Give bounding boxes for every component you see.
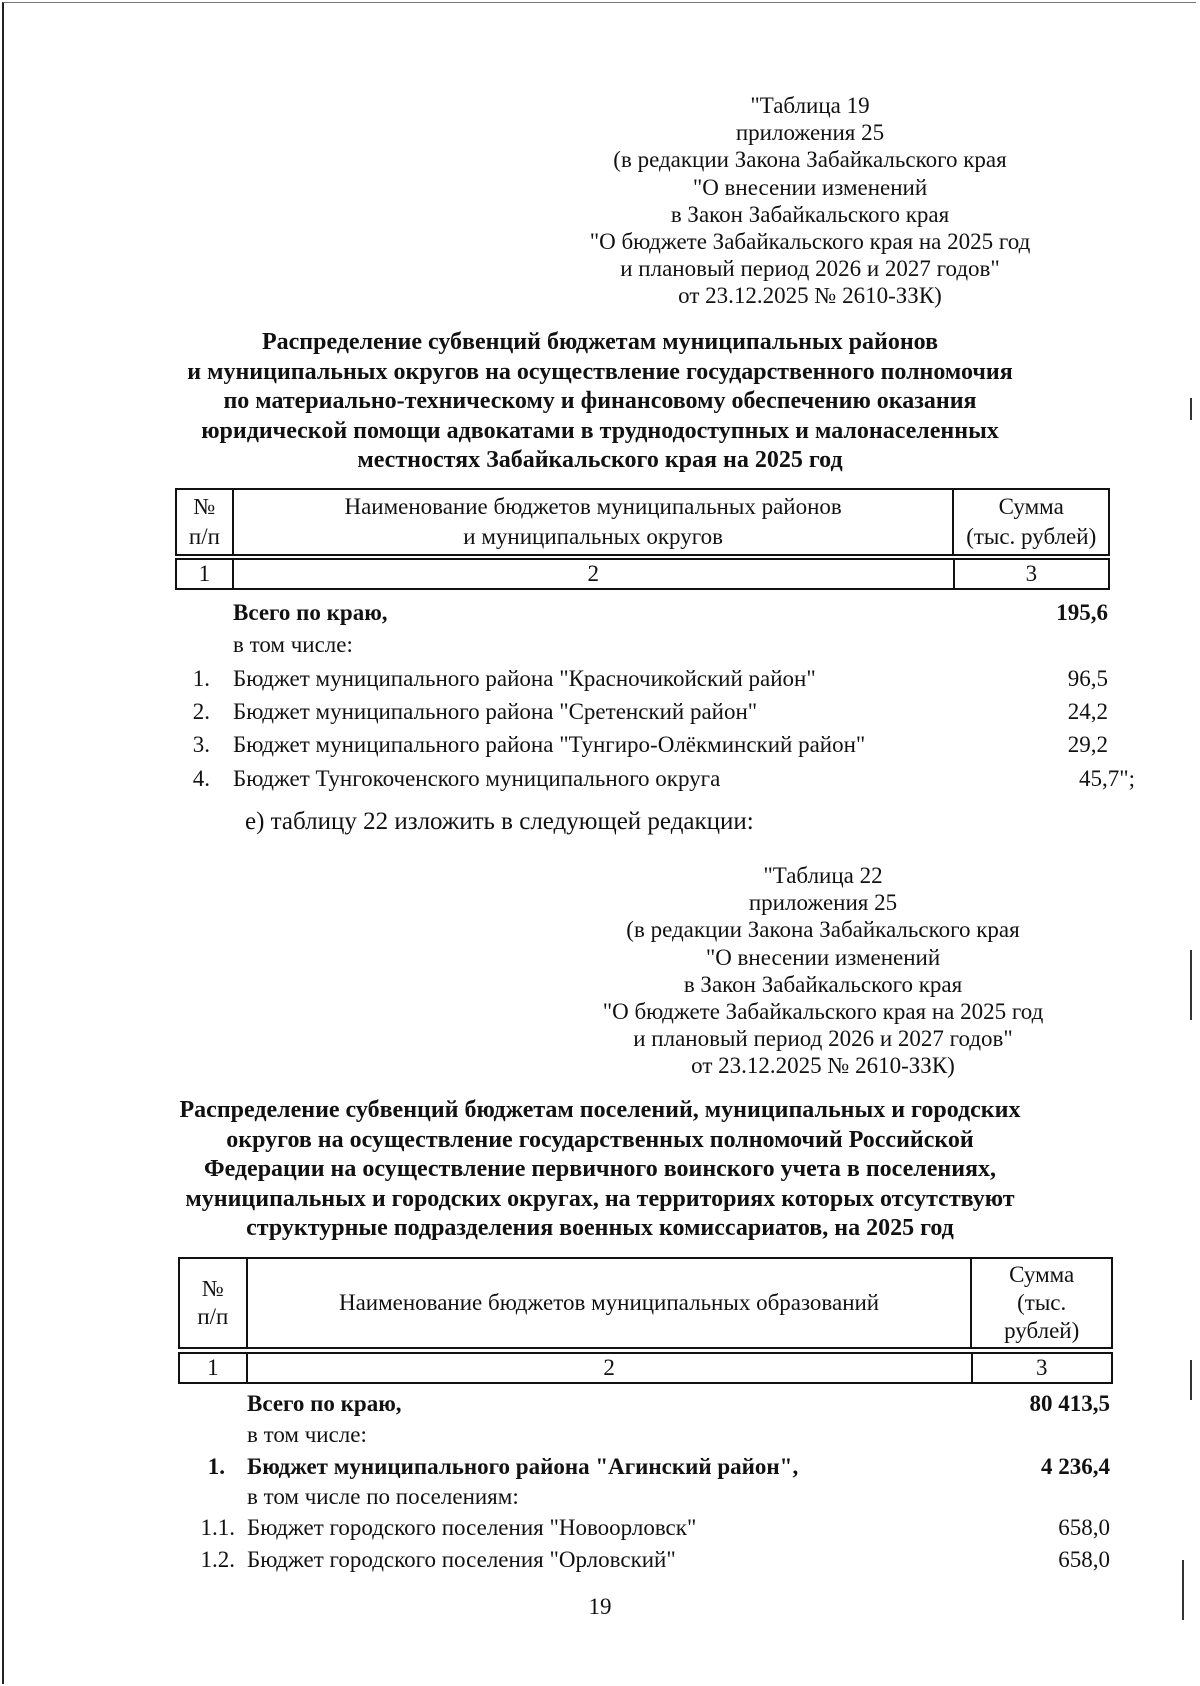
row-amount: 45,7"; xyxy=(1078,766,1135,791)
row-number: 1.1. xyxy=(200,1515,235,1540)
header-line: в Закон Забайкальского края xyxy=(683,971,963,997)
row-amount: 658,0 xyxy=(1058,1515,1110,1540)
header-line: (в редакции Закона Забайкальского края xyxy=(613,147,1007,173)
row-name: Бюджет муниципального района "Тунгиро-Олёкминский район" xyxy=(233,732,866,757)
row-name: Бюджет муниципального района "Агинский район", xyxy=(247,1454,799,1479)
total-label: Всего по краю, xyxy=(233,600,388,625)
row-number: 1.2. xyxy=(200,1547,235,1572)
index-cell: 1 xyxy=(179,1353,247,1383)
header-line: "О внесении изменений xyxy=(705,944,941,970)
table19-header xyxy=(560,92,1060,310)
scan-mark xyxy=(1182,1560,1184,1620)
title-line: Федерации на осуществление первичного воинского учета в поселениях, xyxy=(203,1156,997,1183)
row-name: Бюджет муниципального района "Сретенский район" xyxy=(233,699,758,724)
row-amount: 658,0 xyxy=(1058,1547,1110,1572)
table22-total-row xyxy=(0,1389,1200,1419)
table-row xyxy=(0,1513,1200,1543)
table-row xyxy=(0,697,1200,727)
row-amount: 24,2 xyxy=(1067,699,1108,724)
incl-label: в том числе: xyxy=(247,1422,367,1447)
table19-index-row xyxy=(175,558,1110,590)
header-line: (в редакции Закона Забайкальского края xyxy=(626,917,1020,943)
table-row xyxy=(0,1545,1200,1575)
row-amount: 29,2 xyxy=(1067,732,1108,757)
table22-header xyxy=(583,862,1063,1080)
table-row xyxy=(0,730,1200,760)
header-line: "Таблица 19 xyxy=(750,93,870,118)
table-row xyxy=(0,664,1200,694)
row-name: Бюджет Тунгокоченского муниципального округа xyxy=(233,766,721,791)
row-amount: 96,5 xyxy=(1067,666,1108,691)
scan-mark xyxy=(1190,1360,1192,1400)
table19-title xyxy=(150,328,1050,476)
row-name: Бюджет муниципального района "Красночикойский район" xyxy=(233,666,816,691)
table22-header-table xyxy=(178,1257,1113,1349)
header-line: от 23.12.2025 № 2610-ЗЗК) xyxy=(691,1053,955,1079)
index-cell: 2 xyxy=(247,1353,972,1383)
header-line: "О бюджете Забайкальского края на 2025 год xyxy=(589,229,1031,255)
col-amount-header: Сумма (тыс. рублей) xyxy=(953,489,1109,555)
amendment-paragraph: е) таблицу 22 изложить в следующей редакции: xyxy=(245,808,754,835)
scan-mark xyxy=(1190,950,1192,1020)
title-line: по материально-техническому и финансовому обеспечению оказания xyxy=(223,388,977,415)
row-number: 1. xyxy=(192,666,210,691)
total-amount: 195,6 xyxy=(1056,600,1108,625)
title-line: округов на осуществление государственных полномочий Российской xyxy=(226,1126,974,1153)
index-cell: 1 xyxy=(176,559,233,589)
header-line: и плановый период 2026 и 2027 годов" xyxy=(633,1026,1013,1052)
row-name: Бюджет городского поселения "Орловский" xyxy=(247,1547,676,1572)
table19-header-table xyxy=(175,488,1110,556)
table22-incl-settlements-row xyxy=(0,1482,1200,1512)
scan-mark xyxy=(1190,398,1192,420)
header-line: "О внесении изменений xyxy=(692,174,928,200)
col-number-header: № п/п xyxy=(179,1258,247,1348)
header-line: "Таблица 22 xyxy=(763,863,883,888)
col-name-header: Наименование бюджетов муниципальных образований xyxy=(247,1258,972,1348)
title-line: Распределение субвенций бюджетам поселений, муниципальных и городских xyxy=(179,1097,1021,1123)
row-name: Бюджет городского поселения "Новоорловск" xyxy=(247,1515,697,1540)
total-amount: 80 413,5 xyxy=(1029,1391,1110,1416)
incl-label: в том числе: xyxy=(233,632,353,657)
table-row-district xyxy=(0,1452,1200,1482)
title-line: муниципальных и городских округах, на территориях которых отсутствуют xyxy=(185,1185,1015,1212)
header-line: "О бюджете Забайкальского края на 2025 год xyxy=(602,999,1044,1025)
title-line: Распределение субвенций бюджетам муниципальных районов xyxy=(261,329,939,355)
title-line: местностях Забайкальского края на 2025 год xyxy=(357,447,843,474)
table22-title xyxy=(150,1096,1050,1244)
header-line: и плановый период 2026 и 2027 годов" xyxy=(620,256,1000,282)
index-cell: 2 xyxy=(233,559,954,589)
row-number: 1. xyxy=(207,1454,225,1479)
row-number: 3. xyxy=(192,732,210,757)
title-line: юридической помощи адвокатами в труднодоступных и малонаселенных xyxy=(201,417,999,444)
title-line: структурные подразделения военных комиссариатов, на 2025 год xyxy=(246,1215,954,1242)
table-row xyxy=(0,764,1200,794)
index-cell: 3 xyxy=(972,1353,1112,1383)
header-line: приложения 25 xyxy=(748,890,898,916)
incl-settlements-label: в том числе по поселениям: xyxy=(247,1484,519,1509)
index-cell: 3 xyxy=(954,559,1109,589)
table19-total-row xyxy=(0,598,1200,628)
title-line: и муниципальных округов на осуществление государственного полномочия xyxy=(187,358,1013,385)
col-name-header: Наименование бюджетов муниципальных районов и муниципальных округов xyxy=(233,489,954,555)
table19-incl-row xyxy=(0,630,1200,660)
row-number: 2. xyxy=(192,699,210,724)
table22-index-row xyxy=(178,1352,1113,1384)
page-number: 19 xyxy=(588,1594,612,1619)
total-label: Всего по краю, xyxy=(247,1391,402,1416)
row-number: 4. xyxy=(192,766,210,791)
table22-incl-row xyxy=(0,1420,1200,1450)
header-line: от 23.12.2025 № 2610-ЗЗК) xyxy=(678,283,942,309)
row-amount: 4 236,4 xyxy=(1041,1454,1110,1479)
col-amount-header: Сумма (тыс. рублей) xyxy=(971,1258,1112,1348)
header-line: приложения 25 xyxy=(735,120,885,146)
header-line: в Закон Забайкальского края xyxy=(670,201,950,227)
col-number-header: № п/п xyxy=(176,489,233,555)
